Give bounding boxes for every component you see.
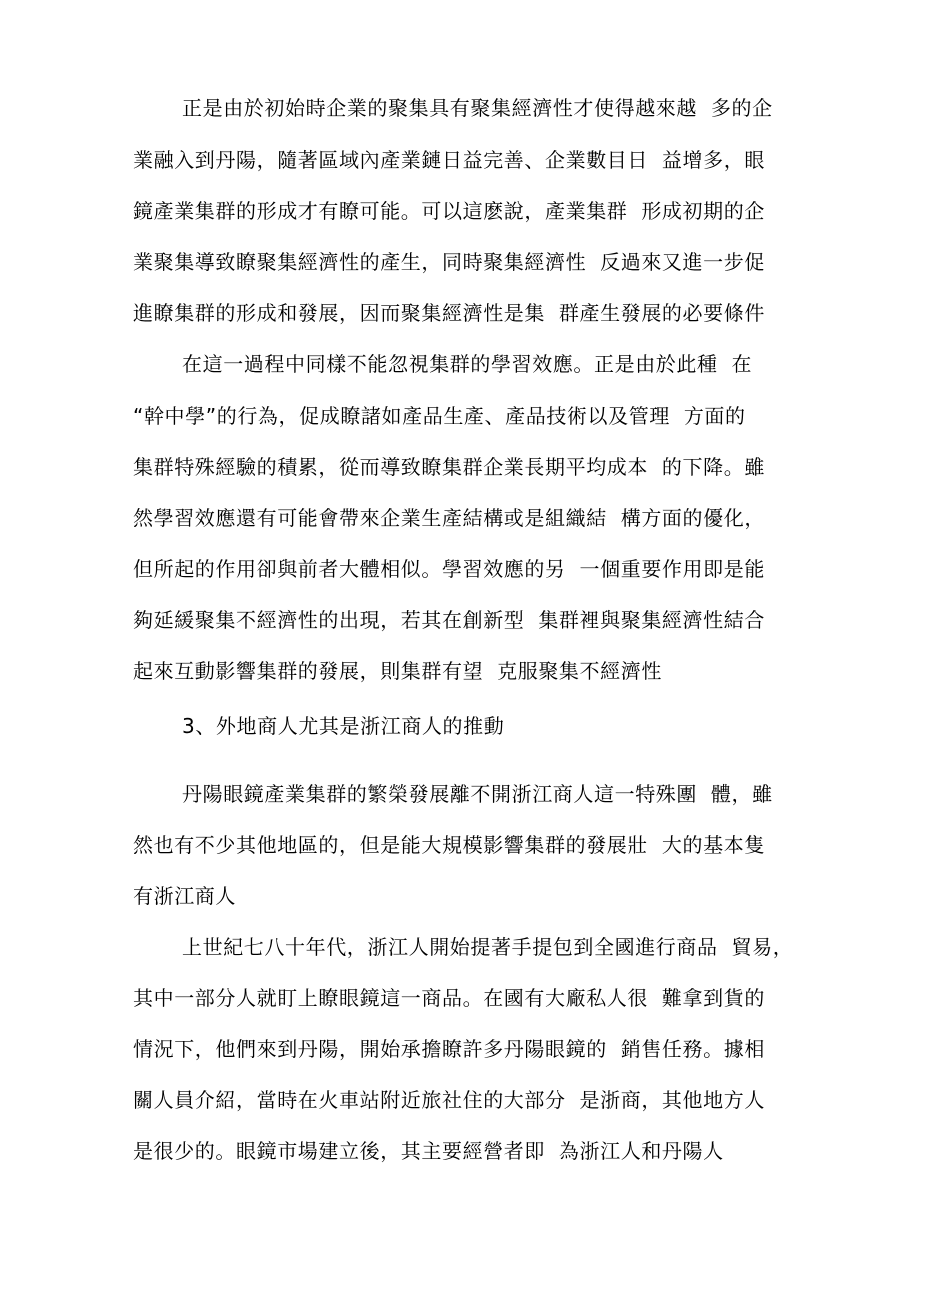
paragraph-1-line-4: 業聚集導致瞭聚集經濟性的產生，同時聚集經濟性 反過來又進一步促 bbox=[133, 250, 765, 274]
section-heading: 3、外地商人尤其是浙江商人的推動 bbox=[182, 714, 505, 738]
paragraph-4-line-4: 關人員介紹，當時在火車站附近旅社住的大部分 是浙商，其他地方人 bbox=[133, 1088, 765, 1112]
paragraph-2-line-4: 然學習效應還有可能會帶來企業生產結構或是組織結 構方面的優化， bbox=[133, 506, 765, 530]
paragraph-2-line-1: 在這一過程中同樣不能忽視集群的學習效應。正是由於此種 在 bbox=[182, 352, 753, 376]
paragraph-2-line-5: 但所起的作用卻與前者大體相似。學習效應的另 一個重要作用即是能 bbox=[133, 557, 765, 581]
paragraph-4-line-5: 是很少的。眼鏡市場建立後，其主要經營者即 為浙江人和丹陽人 bbox=[133, 1139, 724, 1163]
paragraph-1-line-3: 鏡產業集群的形成才有瞭可能。可以這麽說，產業集群 形成初期的企 bbox=[133, 199, 765, 223]
paragraph-3-line-3: 有浙江商人 bbox=[133, 884, 236, 908]
paragraph-1-line-1: 正是由於初始時企業的聚集具有聚集經濟性才使得越來越 多的企 bbox=[182, 96, 773, 120]
paragraph-2-line-2: “幹中學”的行為，促成瞭諸如產品生產、產品技術以及管理 方面的 bbox=[133, 404, 746, 428]
paragraph-1-line-2: 業融入到丹陽，隨著區域內產業鏈日益完善、企業數目日 益增多，眼 bbox=[133, 148, 765, 172]
paragraph-2-line-6: 夠延緩聚集不經濟性的出現，若其在創新型 集群裡與聚集經濟性結合 bbox=[133, 608, 765, 632]
paragraph-2-line-7: 起來互動影響集群的發展，則集群有望 克服聚集不經濟性 bbox=[133, 659, 662, 683]
paragraph-3-line-1: 丹陽眼鏡產業集群的繁榮發展離不開浙江商人這一特殊團 體，雖 bbox=[182, 782, 773, 806]
paragraph-2-line-3: 集群特殊經驗的積累，從而導致瞭集群企業長期平均成本 的下降。雖 bbox=[133, 455, 765, 479]
paragraph-4-line-1: 上世紀七八十年代，浙江人開始提著手提包到全國進行商品 貿易， bbox=[182, 935, 794, 959]
paragraph-1-line-5: 進瞭集群的形成和發展，因而聚集經濟性是集 群產生發展的必要條件 bbox=[133, 301, 765, 325]
paragraph-4-line-2: 其中一部分人就盯上瞭眼鏡這一商品。在國有大廠私人很 難拿到貨的 bbox=[133, 986, 765, 1010]
paragraph-3-line-2: 然也有不少其他地區的，但是能大規模影響集群的發展壯 大的基本隻 bbox=[133, 833, 765, 857]
paragraph-4-line-3: 情況下，他們來到丹陽，開始承擔瞭許多丹陽眼鏡的 銷售任務。據相 bbox=[133, 1037, 765, 1061]
